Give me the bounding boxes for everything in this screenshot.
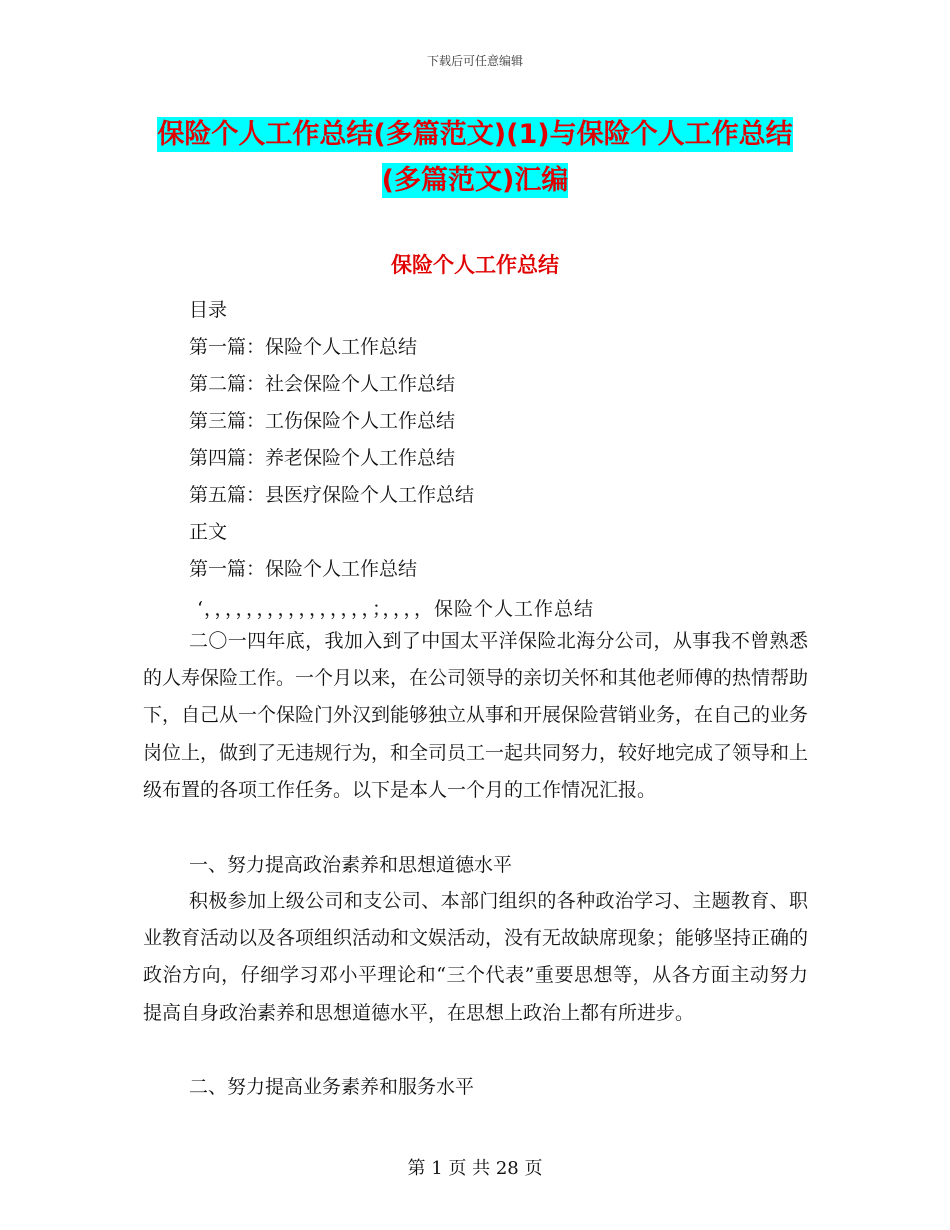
toc-item: 第五篇：县医疗保险个人工作总结 [189, 484, 475, 506]
toc-item: 第四篇：养老保险个人工作总结 [189, 447, 456, 469]
section-title: 保险个人工作总结 [391, 253, 559, 277]
page-footer: 第 1 页 共 28 页 [407, 1158, 543, 1179]
quote-line: ‘，，，，，，，，，，，，，，，，；，，，，保险个人工作总结 [197, 598, 595, 620]
body-heading: 正文 [189, 521, 228, 543]
toc-heading: 目录 [189, 299, 228, 321]
document-title-line-2 [0, 158, 950, 197]
subheading: 二、努力提高业务素养和服务水平 [189, 1076, 475, 1098]
body-paragraph: 积极参加上级公司和支公司、本部门组织的各种政治学习、主题教育、职业教育活动以及各项组织活动和文娱活动，没有无故缺席现象；能够坚持正确的政治方向，仔细学习邓小平理论和“三个代表”重要思想等，从各方面主动努力提高自身政治素养和思想道德水平，在思想上政治上都有所进步。 [143, 890, 809, 1024]
header-note: 下载后可任意编辑 [426, 54, 523, 68]
document-title-text-2: (多篇范文)汇编 [381, 165, 569, 196]
first-article-heading: 第一篇：保险个人工作总结 [189, 558, 418, 580]
toc-item: 第三篇：工伤保险个人工作总结 [189, 410, 456, 432]
toc-item: 第二篇：社会保险个人工作总结 [189, 373, 456, 395]
document-title-line-1 [0, 112, 950, 151]
document-title-text-1: 保险个人工作总结(多篇范文)(1)与保险个人工作总结 [157, 119, 793, 150]
toc-item: 第一篇：保险个人工作总结 [189, 336, 418, 358]
body-paragraph: 二〇一四年底，我加入到了中国太平洋保险北海分公司，从事我不曾熟悉的人寿保险工作。一个月以来，在公司领导的亲切关怀和其他老师傅的热情帮助下，自己从一个保险门外汉到能够独立从事和开展保险营销业务，在自己的业务岗位上，做到了无违规行为，和全司员工一起共同努力，较好地完成了领导和上级布置的各项工作任务。以下是本人一个月的工作情况汇报。 [143, 630, 809, 801]
subheading: 一、努力提高政治素养和思想道德水平 [189, 854, 513, 876]
